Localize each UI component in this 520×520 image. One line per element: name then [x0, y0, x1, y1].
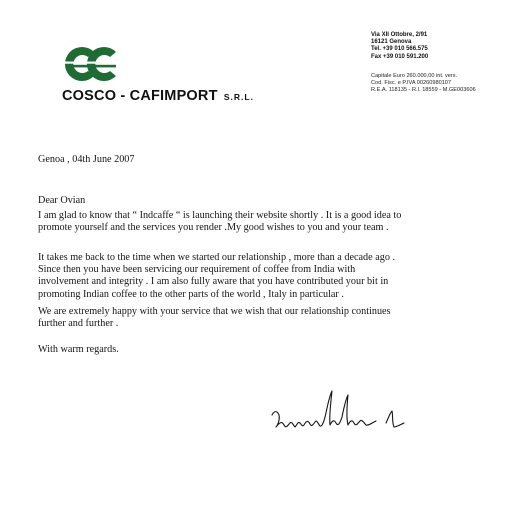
paragraph-line: I am glad to know that “ Indcaffe “ is launching their website shortly . It is a good idea to: [38, 210, 402, 221]
handwritten-signature: [268, 385, 418, 441]
letter-date: Genoa , 04th June 2007: [38, 154, 135, 165]
registration-line: R.E.A. 118135 - R.I. 18559 - M.GE003606: [371, 86, 476, 93]
registration-line: Cod. Fisc. e P.IVA 00260980107: [371, 79, 452, 86]
paragraph-line: We are extremely happy with your service that we wish that our relationship continues: [38, 306, 391, 317]
paragraph-line: promote yourself and the services you render .My good wishes to you and your team .: [38, 222, 389, 234]
company-suffix: S.R.L.: [223, 92, 254, 102]
company-address: [371, 32, 428, 61]
company-name: [62, 88, 254, 104]
paragraph-line: It takes me back to the time when we started our relationship , more than a decade ago .: [38, 252, 396, 263]
paragraph-1: [38, 210, 478, 234]
company-name-text: COSCO - CAFIMPORT: [62, 88, 218, 104]
paragraph-3: [38, 306, 478, 330]
paragraph-2: [38, 252, 478, 301]
company-registration: [371, 73, 476, 93]
address-line: Fax +39 010 591.200: [371, 53, 429, 60]
letter-greeting: Dear Ovian: [38, 195, 86, 206]
address-line: 16121 Genova: [371, 39, 412, 46]
paragraph-line: involvement and integrity . I am also fully aware that you have contributed your bit in: [38, 276, 389, 288]
paragraph-line: further and further .: [38, 318, 119, 330]
letter-closing: With warm regards.: [38, 344, 119, 355]
paragraph-line: Since then you have been servicing our requirement of coffee from India with: [38, 264, 356, 276]
address-line: Via XII Ottobre, 2/91: [371, 32, 428, 38]
paragraph-line: promoting Indian coffee to the other parts of the world , Italy in particular .: [38, 288, 344, 300]
cosco-cafimport-logo: [62, 42, 126, 86]
address-line: Tel. +39 010 566.575: [371, 46, 428, 53]
registration-line: Capitale Euro 260.000,00 int. vers.: [371, 73, 458, 79]
